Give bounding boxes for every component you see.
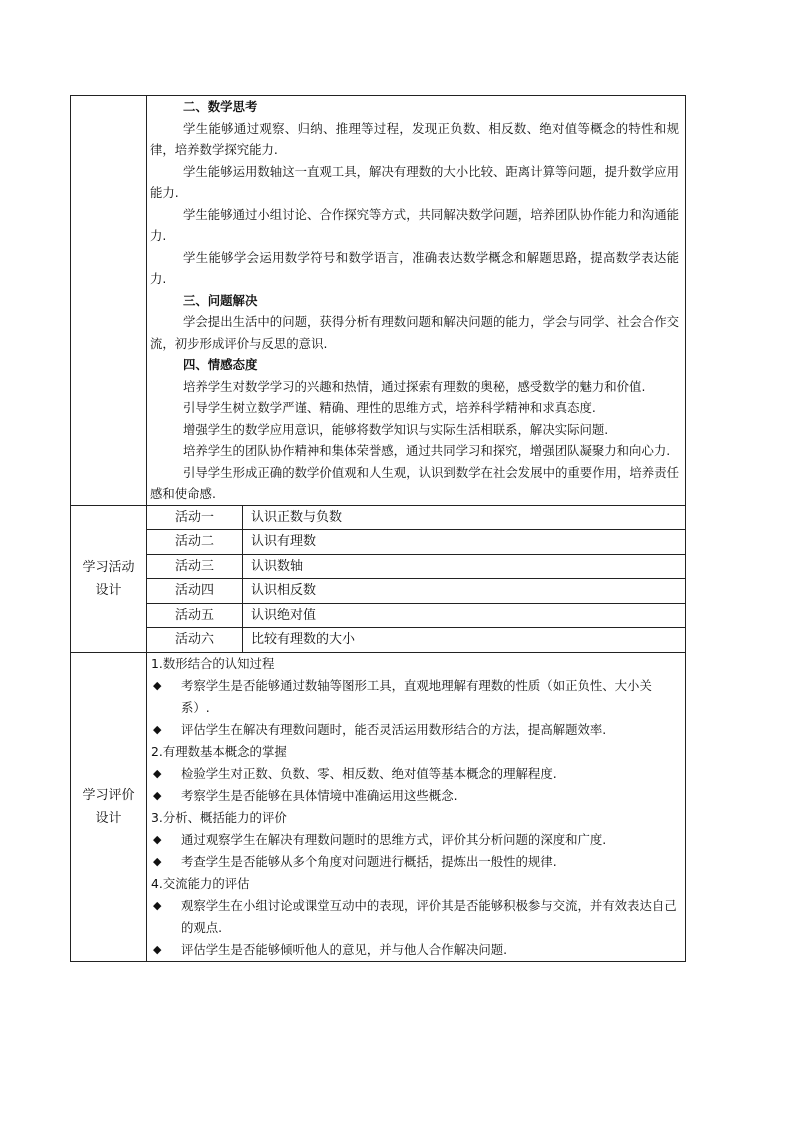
evaluation-content-cell: [147, 652, 686, 961]
list-item-text: 考察学生是否能够通过数轴等图形工具，直观地理解有理数的性质（如正负性、大小关系）.: [181, 677, 652, 715]
evaluation-row: [71, 652, 686, 961]
list-item: [147, 719, 685, 741]
activity-desc: 认识绝对值: [243, 603, 686, 628]
diamond-bullet-icon: ◆: [153, 832, 162, 846]
activity-desc: 认识有理数: [243, 530, 686, 555]
list-item: [147, 675, 685, 719]
activities-row: [71, 505, 686, 652]
evaluation-group-title: 3.分析、概括能力的评价: [151, 809, 287, 825]
table-row: [147, 554, 685, 579]
list-item: [147, 939, 685, 961]
activity-name: 活动三: [147, 554, 243, 579]
evaluation-label-line1: 学习评价: [82, 787, 135, 803]
list-item-text: 评估学生在解决有理数问题时，能否灵活运用数形结合的方法，提高解题效率.: [181, 721, 607, 737]
diamond-bullet-icon: ◆: [153, 942, 162, 956]
list-item-text: 观察学生在小组讨论或课堂互动中的表现，评价其是否能够积极参与交流，并有效表达自己的观点.: [181, 897, 677, 935]
evaluation-label-cell: [71, 652, 147, 961]
diamond-bullet-icon: ◆: [153, 898, 162, 912]
paragraph: 学生能够通过小组讨论、合作探究等方式，共同解决数学问题，培养团队协作能力和沟通能力.: [150, 206, 679, 243]
table-row: [147, 530, 685, 555]
diamond-bullet-icon: ◆: [153, 854, 162, 868]
paragraph: 引导学生形成正确的数学价值观和人生观，认识到数学在社会发展中的重要作用，培养责任感和使命感.: [150, 464, 679, 501]
evaluation-label-line2: 设计: [95, 810, 122, 826]
paragraph: 培养学生对数学学习的兴趣和热情，通过探索有理数的奥秘，感受数学的魅力和价值.: [183, 378, 646, 394]
paragraph: 引导学生树立数学严谨、精确、理性的思维方式，培养科学精神和求真态度.: [183, 400, 596, 415]
activity-name: 活动二: [147, 530, 243, 555]
list-item-text: 检验学生对正数、负数、零、相反数、绝对值等基本概念的理解程度.: [181, 765, 557, 781]
goals-row: [71, 96, 686, 506]
list-item: [147, 895, 685, 939]
paragraph: 增强学生的数学应用意识，能够将数学知识与实际生活相联系，解决实际问题.: [183, 421, 609, 437]
activities-label-line1: 学习活动: [82, 559, 135, 575]
goals-label-cell: [71, 96, 147, 506]
activity-name: 活动五: [147, 603, 243, 628]
evaluation-group-title: 1.数形结合的认知过程: [151, 655, 275, 671]
table-row: [147, 628, 685, 652]
diamond-bullet-icon: ◆: [153, 788, 162, 802]
diamond-bullet-icon: ◆: [153, 766, 162, 780]
goals-content-cell: [147, 96, 686, 506]
activities-content-cell: [147, 505, 686, 652]
table-row: [147, 506, 685, 530]
activity-desc: 认识相反数: [243, 579, 686, 604]
paragraph: 学会提出生活中的问题，获得分析有理数问题和解决问题的能力，学会与同学、社会合作交流，初步形成评价与反思的意识.: [150, 314, 679, 351]
paragraph: 学生能够运用数轴这一直观工具，解决有理数的大小比较、距离计算等问题，提升数学应用能力.: [150, 163, 679, 200]
paragraph: 学生能够通过观察、归纳、推理等过程，发现正负数、相反数、绝对值等概念的特性和规律，培养数学探究能力.: [150, 120, 679, 157]
diamond-bullet-icon: ◆: [153, 678, 162, 692]
lesson-plan-table: [70, 95, 686, 962]
activity-desc: 认识数轴: [243, 554, 686, 579]
list-item: [147, 763, 685, 785]
heading-emotional-attitude: 四、情感态度: [183, 357, 258, 372]
activities-label-cell: [71, 505, 147, 652]
table-row: [147, 579, 685, 604]
list-item-text: 通过观察学生在解决有理数问题时的思维方式，评价其分析问题的深度和广度.: [181, 831, 607, 847]
activity-name: 活动四: [147, 579, 243, 604]
diamond-bullet-icon: ◆: [153, 722, 162, 736]
activity-name: 活动一: [147, 506, 243, 530]
table-row: [147, 603, 685, 628]
activities-table: [147, 506, 685, 652]
list-item-text: 评估学生是否能够倾听他人的意见，并与他人合作解决问题.: [181, 941, 508, 957]
list-item: [147, 785, 685, 807]
list-item-text: 考查学生是否能够从多个角度对问题进行概括，提炼出一般性的规律.: [181, 853, 557, 869]
evaluation-group-title: 4.交流能力的评估: [151, 875, 250, 891]
heading-math-thinking: 二、数学思考: [183, 99, 258, 114]
list-item-text: 考察学生是否能够在具体情境中准确运用这些概念.: [181, 787, 458, 803]
list-item: [147, 851, 685, 873]
heading-problem-solving: 三、问题解决: [183, 292, 258, 308]
activity-desc: 比较有理数的大小: [251, 632, 356, 647]
activity-name: 活动六: [147, 628, 243, 652]
activity-desc: 认识正数与负数: [243, 506, 686, 530]
evaluation-group-title: 2.有理数基本概念的掌握: [151, 743, 287, 759]
activities-label-line2: 设计: [95, 582, 122, 598]
list-item: [147, 829, 685, 851]
paragraph: 培养学生的团队协作精神和集体荣誉感，通过共同学习和探究，增强团队凝聚力和向心力.: [183, 443, 671, 458]
paragraph: 学生能够学会运用数学符号和数学语言，准确表达数学概念和解题思路，提高数学表达能力.: [150, 249, 679, 286]
